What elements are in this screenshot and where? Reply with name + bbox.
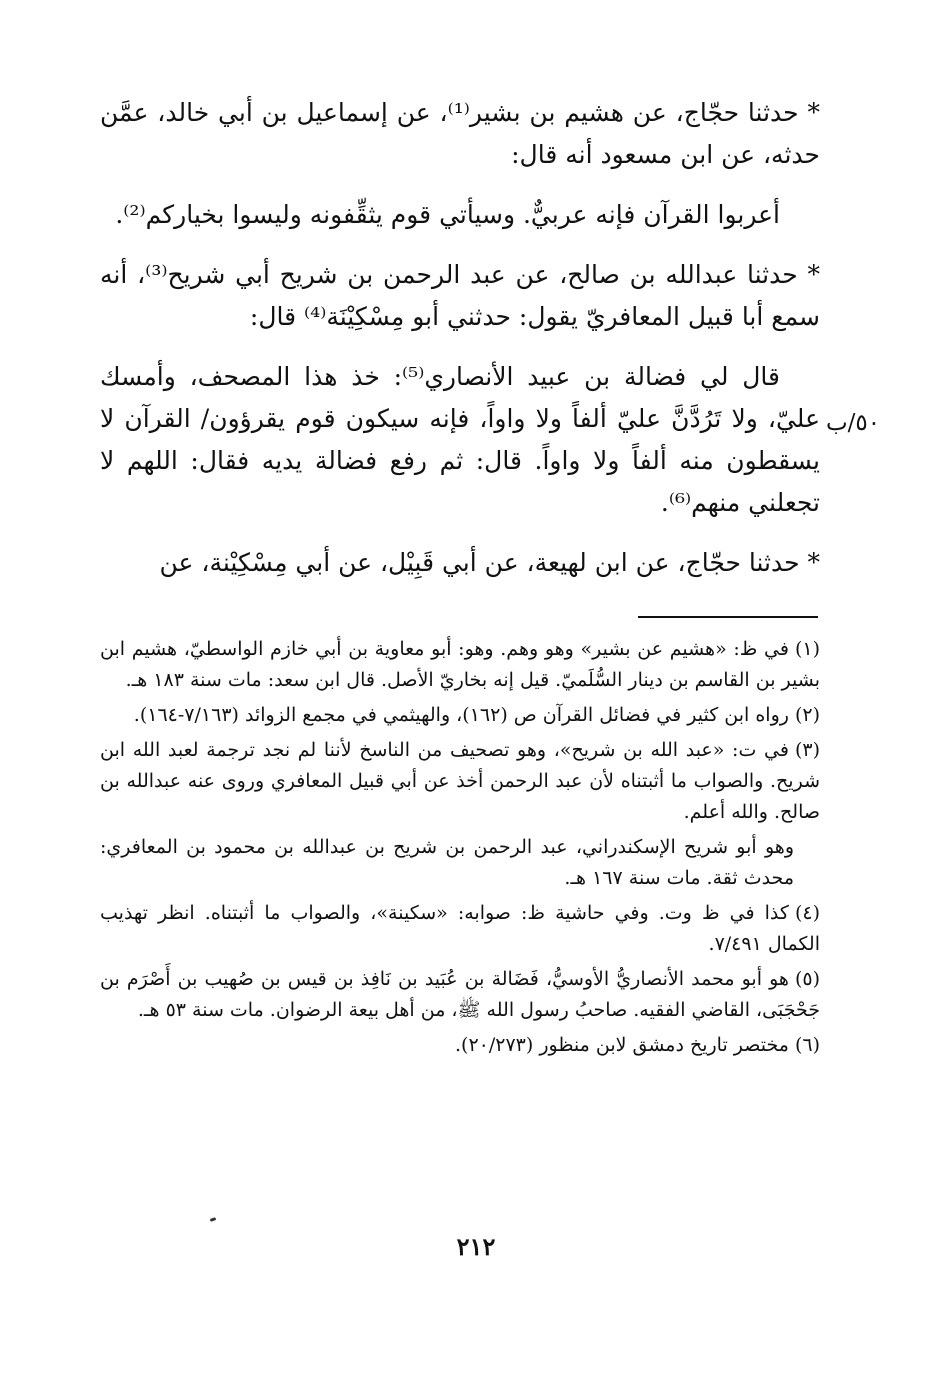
footnote-number: (١) [794, 638, 820, 660]
footnote-5 [100, 964, 820, 1026]
main-text [100, 92, 820, 584]
footnote-4 [100, 898, 820, 960]
footnote-1 [100, 634, 820, 696]
footnote-text: رواه ابن كثير في فضائل القرآن ص (١٦٢)، والهيثمي في مجمع الزوائد (٧/١٦٣-١٦٤). [133, 704, 789, 726]
footnotes [100, 634, 820, 1065]
paragraph-1: * حدثنا حجّاج، عن هشيم بن بشير⁽¹⁾، عن إسماعيل بن أبي خالد، عمَّن حدثه، عن ابن مسعود أنه قال: [100, 98, 820, 169]
footnote-6 [100, 1030, 820, 1061]
manuscript-folio-marker: ٥٠/ب [826, 410, 881, 436]
page-number: ٢١٢ [456, 1232, 496, 1261]
footnote-2 [100, 700, 820, 731]
footnote-number: (٦) [794, 1034, 820, 1056]
paragraph-5: * حدثنا حجّاج، عن ابن لهيعة، عن أبي قَبِيْل، عن أبي مِسْكِيْنة، عن [159, 548, 820, 577]
footnote-3-continuation: وهو أبو شريح الإسكندراني، عبد الرحمن بن شريح بن عبدالله بن محمود بن المعافري: محدث ثقة. مات سنة ١٦٧ هـ. [100, 836, 794, 889]
footnote-3 [100, 735, 820, 828]
scan-speck [210, 1217, 217, 1222]
footnote-number: (٥) [794, 968, 820, 990]
paragraph-2: أعربوا القرآن فإنه عربيٌّ. وسيأتي قوم يثقِّفونه وليسوا بخياركم⁽²⁾. [115, 200, 780, 229]
footnote-text: مختصر تاريخ دمشق لابن منظور (٢٠/٢٧٣). [454, 1034, 789, 1056]
footnote-number: (٣) [794, 739, 820, 761]
footnote-number: (٢) [794, 704, 820, 726]
footnote-text: كذا في ظ وت. وفي حاشية ظ: صوابه: «سكينة»، والصواب ما أثبتناه. انظر تهذيب الكمال ٧/٤٩١. [100, 902, 820, 955]
footnote-text: في ظ: «هشيم عن بشير» وهو وهم. وهو: أبو معاوية بن أبي خازم الواسطيّ، هشيم ابن بشير بن القاسم بن دينار السُّلَميّ. قيل إنه بخاريّ الأصل. قال ابن سعد: مات سنة ١٨٣ هـ. [100, 638, 820, 691]
paragraph-3: * حدثنا عبدالله بن صالح، عن عبد الرحمن بن شريح أبي شريح⁽³⁾، أنه سمع أبا قبيل المعافريّ يقول: حدثني أبو مِسْكِيْنَة⁽⁴⁾ قال: [100, 260, 821, 331]
footnote-text: في ت: «عبد الله بن شريح»، وهو تصحيف من الناسخ لأننا لم نجد ترجمة لعبد الله ابن شريح. والصواب ما أثبتناه لأن عبد الرحمن أخذ عن أبي قبيل المعافري وروى عنه عبدالله بن صالح. والله أعلم. [100, 739, 820, 823]
footnote-separator [638, 616, 818, 618]
footnote-text: هو أبو محمد الأنصاريُّ الأوسيُّ، فَضَالة بن عُبَيد بن نَافِذ بن قيس بن صُهيب بن أَصْرَم بن جَحْجَبَى، القاضي الفقيه. صاحبُ رسول الله ﷺ، من أهل بيعة الرضوان. مات سنة ٥٣ هـ. [100, 968, 820, 1021]
footnote-number: (٤) [794, 902, 820, 924]
paragraph-4: قال لي فضالة بن عبيد الأنصاري⁽⁵⁾: خذ هذا المصحف، وأمسك عليّ، ولا تَرُدَّنَّ عليّ ألفاً ولا واواً، فإنه سيكون قوم يقرؤون/ القرآن لا يسقطون منه ألفاً ولا واواً. قال: ثم رفع فضالة يديه فقال: اللهم لا تجعلني منهم⁽⁶⁾. [100, 362, 820, 517]
